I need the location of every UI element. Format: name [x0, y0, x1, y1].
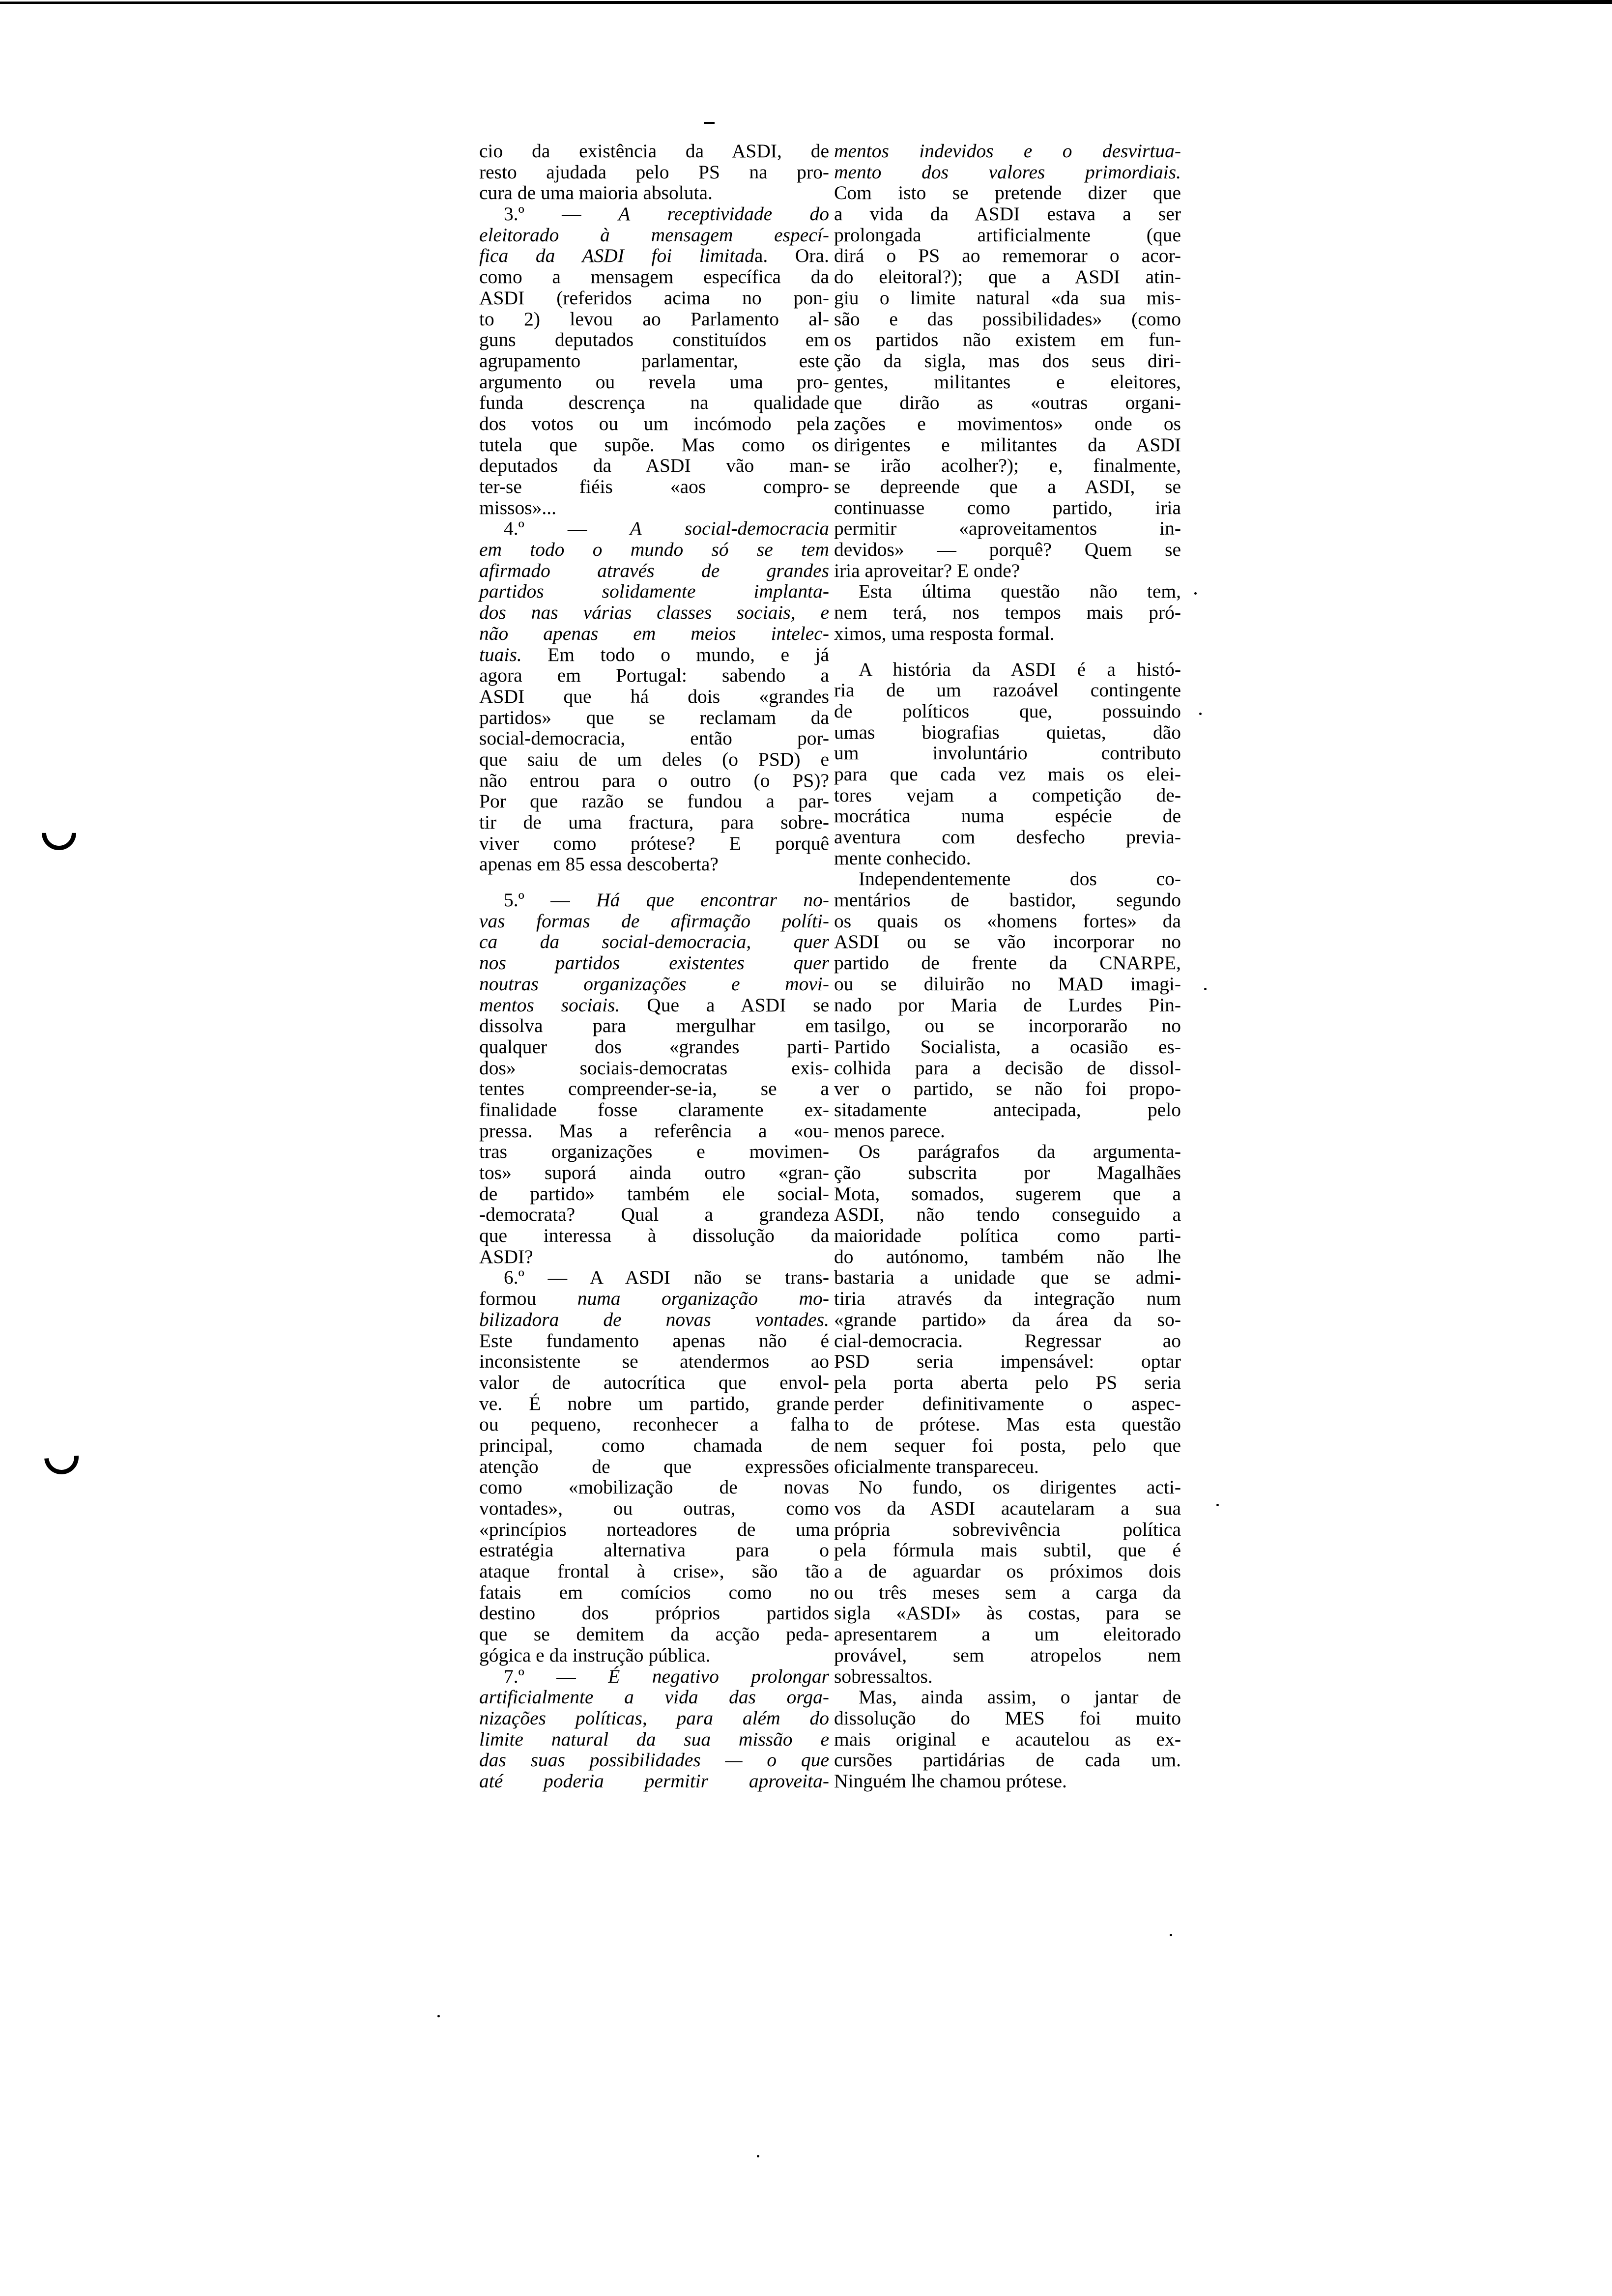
text-line: Mota, somados, sugerem que a [834, 1182, 1181, 1205]
text-line: sobressaltos. [834, 1665, 933, 1687]
text-line: vontades», ou outras, como [479, 1497, 829, 1519]
text-line: de partido» também ele social- [479, 1182, 829, 1205]
text-line: mais original e acautelou as ex- [834, 1728, 1181, 1750]
text-line: to de prótese. Mas esta questão [834, 1413, 1181, 1435]
text-line: tir de uma fractura, para sobre- [479, 811, 829, 833]
text-line: como a mensagem específica da [479, 266, 829, 288]
text-line: tras organizações e movimen- [479, 1141, 829, 1163]
text-line: principal, como chamada de [479, 1434, 829, 1456]
paragraph-gap [834, 644, 1181, 659]
text-line: das suas possibilidades — o que [479, 1749, 829, 1771]
text-line: nado por Maria de Lurdes Pin- [834, 994, 1181, 1016]
paragraph [479, 1666, 829, 1792]
text-line: nem sequer foi posta, pelo que [834, 1434, 1181, 1456]
text-line: ou três meses sem a carga da [834, 1581, 1181, 1603]
text-line: não entrou para o outro (o PS)? [479, 769, 829, 791]
text-line: que interessa à dissolução da [479, 1225, 829, 1247]
text-line: partidos solidamente implanta- [479, 580, 829, 603]
text-line: Ninguém lhe chamou prótese. [834, 1770, 1067, 1792]
text-line: viver como prótese? E porquê [479, 832, 829, 854]
text-line: missos»... [479, 496, 556, 518]
text-line: bilizadora de novas vontades. [479, 1308, 829, 1330]
text-line: ataque frontal à crise», são tão [479, 1560, 829, 1582]
text-line: Este fundamento apenas não é [479, 1329, 829, 1351]
text-line: ASDI ou se vão incorporar no [834, 931, 1181, 953]
text-line: resto ajudada pelo PS na pro- [479, 161, 829, 183]
text-line: vas formas de afirmação políti- [479, 910, 829, 932]
text-line: to 2) levou ao Parlamento al- [479, 308, 829, 330]
text-line: dos nas várias classes sociais, e [479, 602, 829, 624]
text-line: prolongada artificialmente (que [834, 224, 1181, 246]
text-line: agrupamento parlamentar, este [479, 349, 829, 372]
text-line: fica da ASDI foi limitada. Ora. [479, 245, 829, 267]
paragraph [834, 659, 1181, 869]
punch-hole-mark-upper [35, 809, 84, 858]
text-line: do eleitoral?); que a ASDI atin- [834, 266, 1181, 288]
text-line: ou pequeno, reconhecer a falha [479, 1413, 829, 1435]
text-line: afirmado através de grandes [479, 559, 829, 581]
text-line: Os parágrafos da argumenta- [859, 1141, 1181, 1163]
text-line: giu o limite natural «da sua mis- [834, 287, 1181, 309]
text-line: que se demitem da acção peda- [479, 1623, 829, 1645]
text-line: dos votos ou um incómodo pela [479, 412, 829, 434]
text-line: dirigentes e militantes da ASDI [834, 433, 1181, 456]
text-line: tutela que supõe. Mas como os [479, 433, 829, 456]
text-line: devidos» — porquê? Quem se [834, 539, 1181, 561]
text-line: cura de uma maioria absoluta. [479, 182, 713, 204]
text-line: Com isto se pretende dizer que [834, 182, 1181, 204]
paragraph [479, 1267, 829, 1665]
text-line: a de aguardar os próximos dois [834, 1560, 1181, 1582]
text-line: ver o partido, se não foi propo- [834, 1078, 1181, 1100]
text-line: são e das possibilidades» (como [834, 308, 1181, 330]
text-line: ASDI, não tendo conseguido a [834, 1204, 1181, 1226]
text-line: inconsistente se atendermos ao [479, 1350, 829, 1373]
text-line: mento dos valores primordiais. [834, 161, 1181, 183]
text-line: -democrata? Qual a grandeza [479, 1204, 829, 1226]
text-line: mocrática numa espécie de [834, 805, 1181, 827]
text-line: dirá o PS ao rememorar o acor- [834, 245, 1181, 267]
text-line: ve. É nobre um partido, grande [479, 1392, 829, 1414]
text-line: se depreende que a ASDI, se [834, 476, 1181, 497]
text-line: mentários de bastidor, segundo [834, 889, 1181, 911]
paragraph [479, 518, 829, 875]
text-line: argumento ou revela uma pro- [479, 371, 829, 393]
text-line: Partido Socialista, a ocasião es- [834, 1035, 1181, 1058]
text-line: social-democracia, então por- [479, 727, 829, 749]
text-line: que saiu de um deles (o PSD) e [479, 748, 829, 770]
text-line: valor de autocrítica que envol- [479, 1371, 829, 1393]
text-line: «grande partido» da área da so- [834, 1308, 1181, 1330]
scan-top-edge [0, 0, 1612, 4]
text-line: eleitorado à mensagem especí- [479, 224, 829, 246]
text-line: zações e movimentos» onde os [834, 412, 1181, 434]
paragraph [834, 141, 1181, 581]
paragraph [479, 203, 829, 518]
text-line: tiria através da integração num [834, 1288, 1181, 1310]
text-line: continuasse como partido, iria [834, 496, 1181, 518]
text-line: gógica e da instrução pública. [479, 1644, 711, 1666]
text-line: para que cada vez mais os elei- [834, 763, 1181, 785]
text-line: mente conhecido. [834, 847, 971, 869]
text-line: maioridade política como parti- [834, 1225, 1181, 1247]
text-line: artificialmente a vida das orga- [479, 1686, 829, 1708]
text-line: PSD seria impensável: optar [834, 1350, 1181, 1373]
scan-speck [1204, 988, 1207, 990]
text-line: Independentemente dos co- [859, 868, 1181, 890]
text-line: estratégia alternativa para o [479, 1539, 829, 1561]
text-line: cio da existência da ASDI, de [479, 140, 829, 162]
column-top-mark [704, 122, 715, 124]
text-line: pressa. Mas a referência a «ou- [479, 1119, 829, 1142]
text-line: deputados da ASDI vão man- [479, 455, 829, 477]
text-line: cial-democracia. Regressar ao [834, 1329, 1181, 1351]
text-line: até poderia permitir aproveita- [479, 1770, 829, 1792]
scan-speck [1170, 1934, 1172, 1936]
text-line: tentes compreender-se-ia, se a [479, 1078, 829, 1100]
paragraph [834, 581, 1181, 644]
text-line: colhida para a decisão de dissol- [834, 1057, 1181, 1079]
text-line: os quais os «homens fortes» da [834, 910, 1181, 932]
text-line: fatais em comícios como no [479, 1581, 829, 1603]
text-line: ou se diluirão no MAD imagi- [834, 973, 1181, 995]
text-line: Mas, ainda assim, o jantar de [859, 1686, 1181, 1708]
text-line: 4.º — A social-democracia [504, 517, 829, 540]
text-line: 5.º — Há que encontrar no- [504, 889, 829, 911]
text-line: No fundo, os dirigentes acti- [859, 1476, 1181, 1498]
text-line: aventura com desfecho previa- [834, 826, 1181, 848]
scan-speck [757, 2155, 759, 2157]
text-line: provável, sem atropelos nem [834, 1644, 1181, 1666]
text-line: qualquer dos «grandes parti- [479, 1035, 829, 1058]
text-line: bastaria a unidade que se admi- [834, 1266, 1181, 1289]
text-line: dos» sociais-democratas exis- [479, 1057, 829, 1079]
text-line: nizações políticas, para além do [479, 1707, 829, 1729]
paragraph [479, 890, 829, 1267]
text-line: os partidos não existem em fun- [834, 329, 1181, 351]
text-line: funda descrença na qualidade [479, 392, 829, 414]
paragraph [479, 141, 829, 203]
scan-speck [1194, 592, 1197, 595]
text-line: dissolva para mergulhar em [479, 1015, 829, 1037]
article-column-left [479, 141, 829, 1792]
text-line: formou numa organização mo- [479, 1288, 829, 1310]
text-line: ção da sigla, mas dos seus diri- [834, 349, 1181, 372]
text-line: como «mobilização de novas [479, 1476, 829, 1498]
text-line: perder definitivamente o aspec- [834, 1392, 1181, 1414]
text-line: apresentarem a um eleitorado [834, 1623, 1181, 1645]
text-line: nos partidos existentes quer [479, 952, 829, 974]
text-line: ximos, uma resposta formal. [834, 622, 1055, 644]
paragraph [834, 1141, 1181, 1477]
text-line: cursões partidárias de cada um. [834, 1749, 1181, 1771]
paragraph [834, 1687, 1181, 1791]
text-line: tos» suporá ainda outro «gran- [479, 1162, 829, 1183]
paragraph [834, 868, 1181, 1141]
text-line: oficialmente transpareceu. [834, 1455, 1039, 1477]
text-line: «princípios norteadores de uma [479, 1518, 829, 1540]
scan-speck [437, 2015, 440, 2017]
text-line: do autónomo, também não lhe [834, 1245, 1181, 1267]
text-line: finalidade fosse claramente ex- [479, 1098, 829, 1120]
text-line: tuais. Em todo o mundo, e já [479, 643, 829, 665]
text-line: Por que razão se fundou a par- [479, 790, 829, 812]
text-line: noutras organizações e movi- [479, 973, 829, 995]
text-line: em todo o mundo só se tem [479, 539, 829, 561]
text-line: A história da ASDI é a histó- [859, 658, 1181, 680]
text-line: que dirão as «outras organi- [834, 392, 1181, 414]
text-line: ASDI que há dois «grandes [479, 685, 829, 707]
text-line: gentes, militantes e eleitores, [834, 371, 1181, 393]
text-line: partido de frente da CNARPE, [834, 952, 1181, 974]
text-line: 6.º — A ASDI não se trans- [504, 1266, 829, 1289]
text-line: umas biografias quietas, dão [834, 721, 1181, 743]
text-line: mentos sociais. Que a ASDI se [479, 994, 829, 1016]
text-line: pela porta aberta pelo PS seria [834, 1371, 1181, 1393]
text-line: nem terá, nos tempos mais pró- [834, 602, 1181, 624]
text-line: ria de um razoável contingente [834, 679, 1181, 701]
text-line: própria sobrevivência política [834, 1518, 1181, 1540]
text-line: ter-se fiéis «aos compro- [479, 476, 829, 497]
text-line: atenção de que expressões [479, 1455, 829, 1477]
scan-speck [1199, 713, 1202, 715]
punch-hole-mark-lower [37, 1433, 86, 1482]
text-line: ASDI? [479, 1245, 533, 1267]
text-line: ção subscrita por Magalhães [834, 1162, 1181, 1183]
text-line: sigla «ASDI» às costas, para se [834, 1602, 1181, 1624]
scan-speck [1216, 1504, 1219, 1506]
text-line: agora em Portugal: sabendo a [479, 664, 829, 687]
text-line: 3.º — A receptividade do [504, 203, 829, 225]
text-line: um involuntário contributo [834, 742, 1181, 764]
text-line: de políticos que, possuindo [834, 700, 1181, 722]
text-line: sitadamente antecipada, pelo [834, 1098, 1181, 1120]
text-line: vos da ASDI acautelaram a sua [834, 1497, 1181, 1519]
text-line: limite natural da sua missão e [479, 1728, 829, 1750]
text-line: 7.º — É negativo prolongar [504, 1665, 829, 1687]
text-line: tasilgo, ou se incorporarão no [834, 1015, 1181, 1037]
paragraph [834, 1477, 1181, 1687]
text-line: menos parece. [834, 1119, 945, 1142]
text-line: ASDI (referidos acima no pon- [479, 287, 829, 309]
text-line: guns deputados constituídos em [479, 329, 829, 351]
text-line: tores vejam a competição de- [834, 784, 1181, 806]
text-line: destino dos próprios partidos [479, 1602, 829, 1624]
text-line: se irão acolher?); e, finalmente, [834, 455, 1181, 477]
text-line: apenas em 85 essa descoberta? [479, 853, 719, 875]
text-line: Esta última questão não tem, [859, 580, 1181, 603]
text-line: dissolução do MES foi muito [834, 1707, 1181, 1729]
text-line: pela fórmula mais subtil, que é [834, 1539, 1181, 1561]
text-line: permitir «aproveitamentos in- [834, 517, 1181, 540]
text-line: partidos» que se reclamam da [479, 706, 829, 728]
article-column-right [834, 141, 1181, 1792]
text-line: não apenas em meios intelec- [479, 622, 829, 644]
text-line: iria aproveitar? E onde? [834, 559, 1020, 581]
text-line: a vida da ASDI estava a ser [834, 203, 1181, 225]
text-line: mentos indevidos e o desvirtua- [834, 140, 1181, 162]
paragraph-gap [479, 875, 829, 890]
text-line: ca da social-democracia, quer [479, 931, 829, 953]
